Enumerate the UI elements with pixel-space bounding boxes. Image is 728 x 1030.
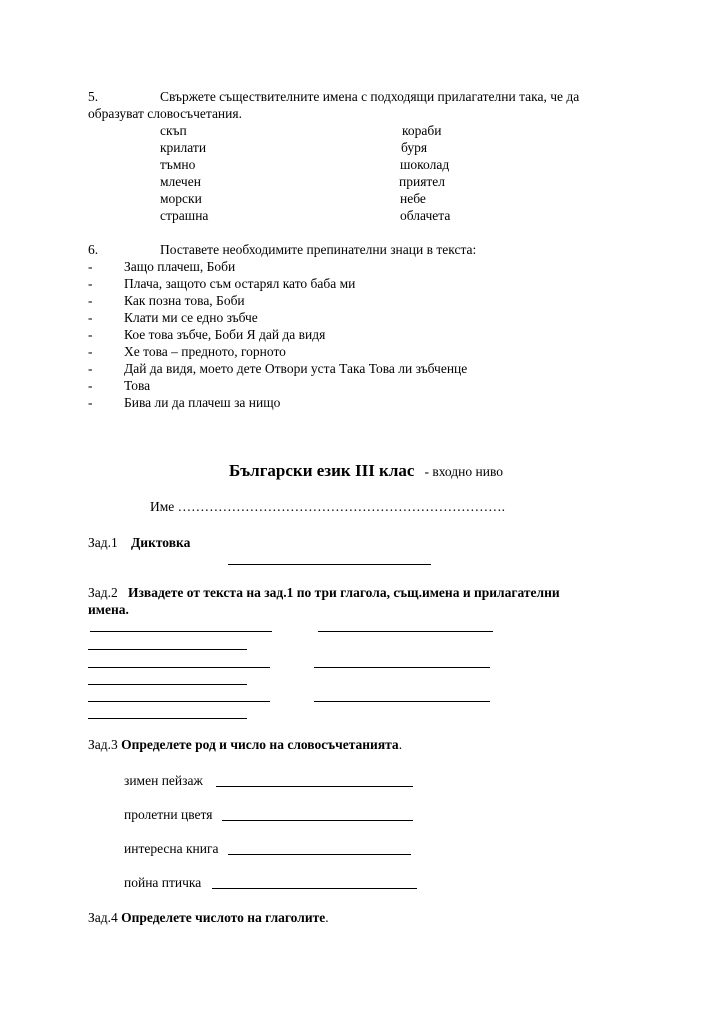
phrase-item: пойна птичка — [124, 875, 202, 890]
answer-line — [88, 684, 247, 685]
dialogue-dash: - — [88, 259, 93, 274]
task4-heading — [88, 909, 329, 926]
task5-noun: небе — [400, 191, 426, 206]
answer-line — [318, 631, 493, 632]
page-title: Български език III клас — [229, 461, 415, 480]
task5-adjective: крилати — [160, 140, 207, 155]
dialogue-line: Бива ли да плачеш за нищо — [124, 395, 281, 410]
answer-line — [88, 701, 270, 702]
task5-adjective: млечен — [160, 174, 201, 189]
page-subtitle: - входно ниво — [424, 464, 503, 479]
task3-title: Определете род и число на словосъчетанията — [121, 737, 399, 752]
task5-adjective: страшна — [160, 208, 209, 223]
task5-adjective: морски — [160, 191, 202, 206]
dialogue-dash: - — [88, 310, 93, 325]
task5-instruction-line1: Свържете съществителните имена с подходящи прилагателни така, че да — [160, 89, 580, 104]
student-name-line: Име ………………………………………………………………. — [150, 499, 506, 514]
dialogue-line: Как позна това, Боби — [124, 293, 245, 308]
answer-line — [88, 718, 247, 719]
answer-line — [88, 649, 247, 650]
dialogue-line: Кое това зъбче, Боби Я дай да видя — [124, 327, 326, 342]
task5-number: 5. — [88, 89, 99, 104]
task5-noun: кораби — [402, 123, 442, 138]
task3-label: Зад.3 — [88, 737, 118, 752]
dialogue-dash: - — [88, 395, 93, 410]
dialogue-line: Това — [124, 378, 151, 393]
task5-adjective: скъп — [160, 123, 187, 138]
task4-label: Зад.4 — [88, 910, 118, 925]
dialogue-dash: - — [88, 327, 93, 342]
dialogue-dash: - — [88, 378, 93, 393]
phrase-item: зимен пейзаж — [124, 773, 203, 788]
dialogue-line: Хе това – предното, горното — [124, 344, 286, 359]
answer-line — [90, 631, 272, 632]
task2-title-line1: Извадете от текста на зад.1 по три глагола, същ.имена и прилагателни — [128, 585, 560, 600]
task1-title: Диктовка — [131, 535, 191, 550]
task2-label: Зад.2 — [88, 585, 118, 600]
dialogue-dash: - — [88, 361, 93, 376]
dialogue-line: Защо плачеш, Боби — [124, 259, 236, 274]
phrase-item: интересна книга — [124, 841, 219, 856]
dialogue-dash: - — [88, 344, 93, 359]
task5-noun: буря — [401, 140, 428, 155]
task4-period: . — [325, 910, 329, 925]
answer-line — [88, 667, 270, 668]
answer-line — [314, 667, 490, 668]
task6-number: 6. — [88, 242, 99, 257]
task5-instruction-line2: образуват словосъчетания. — [88, 106, 242, 121]
task5-noun: шоколад — [400, 157, 450, 172]
answer-line — [228, 564, 431, 565]
task4-title: Определете числото на глаголите — [121, 910, 326, 925]
dialogue-line: Плача, защото съм остарял като баба ми — [124, 276, 356, 291]
page-heading — [229, 462, 503, 480]
phrase-item: пролетни цветя — [124, 807, 213, 822]
dialogue-line: Дай да видя, моето дете Отвори уста Така Това ли зъбченце — [124, 361, 468, 376]
task2-title-line2: имена. — [88, 602, 129, 617]
task5-adjective: тъмно — [160, 157, 196, 172]
answer-line — [222, 820, 413, 821]
answer-line — [216, 786, 413, 787]
task5-noun: облачета — [400, 208, 451, 223]
task6-instruction: Поставете необходимите препинателни знаци в текста: — [160, 242, 477, 257]
answer-line — [314, 701, 490, 702]
dialogue-dash: - — [88, 293, 93, 308]
task1-label: Зад.1 — [88, 535, 118, 550]
dialogue-dash: - — [88, 276, 93, 291]
task3-heading — [88, 736, 402, 753]
answer-line — [212, 888, 417, 889]
dialogue-line: Клати ми се едно зъбче — [124, 310, 258, 325]
task3-period: . — [398, 737, 403, 752]
task5-noun: приятел — [399, 174, 446, 189]
answer-line — [228, 854, 411, 855]
